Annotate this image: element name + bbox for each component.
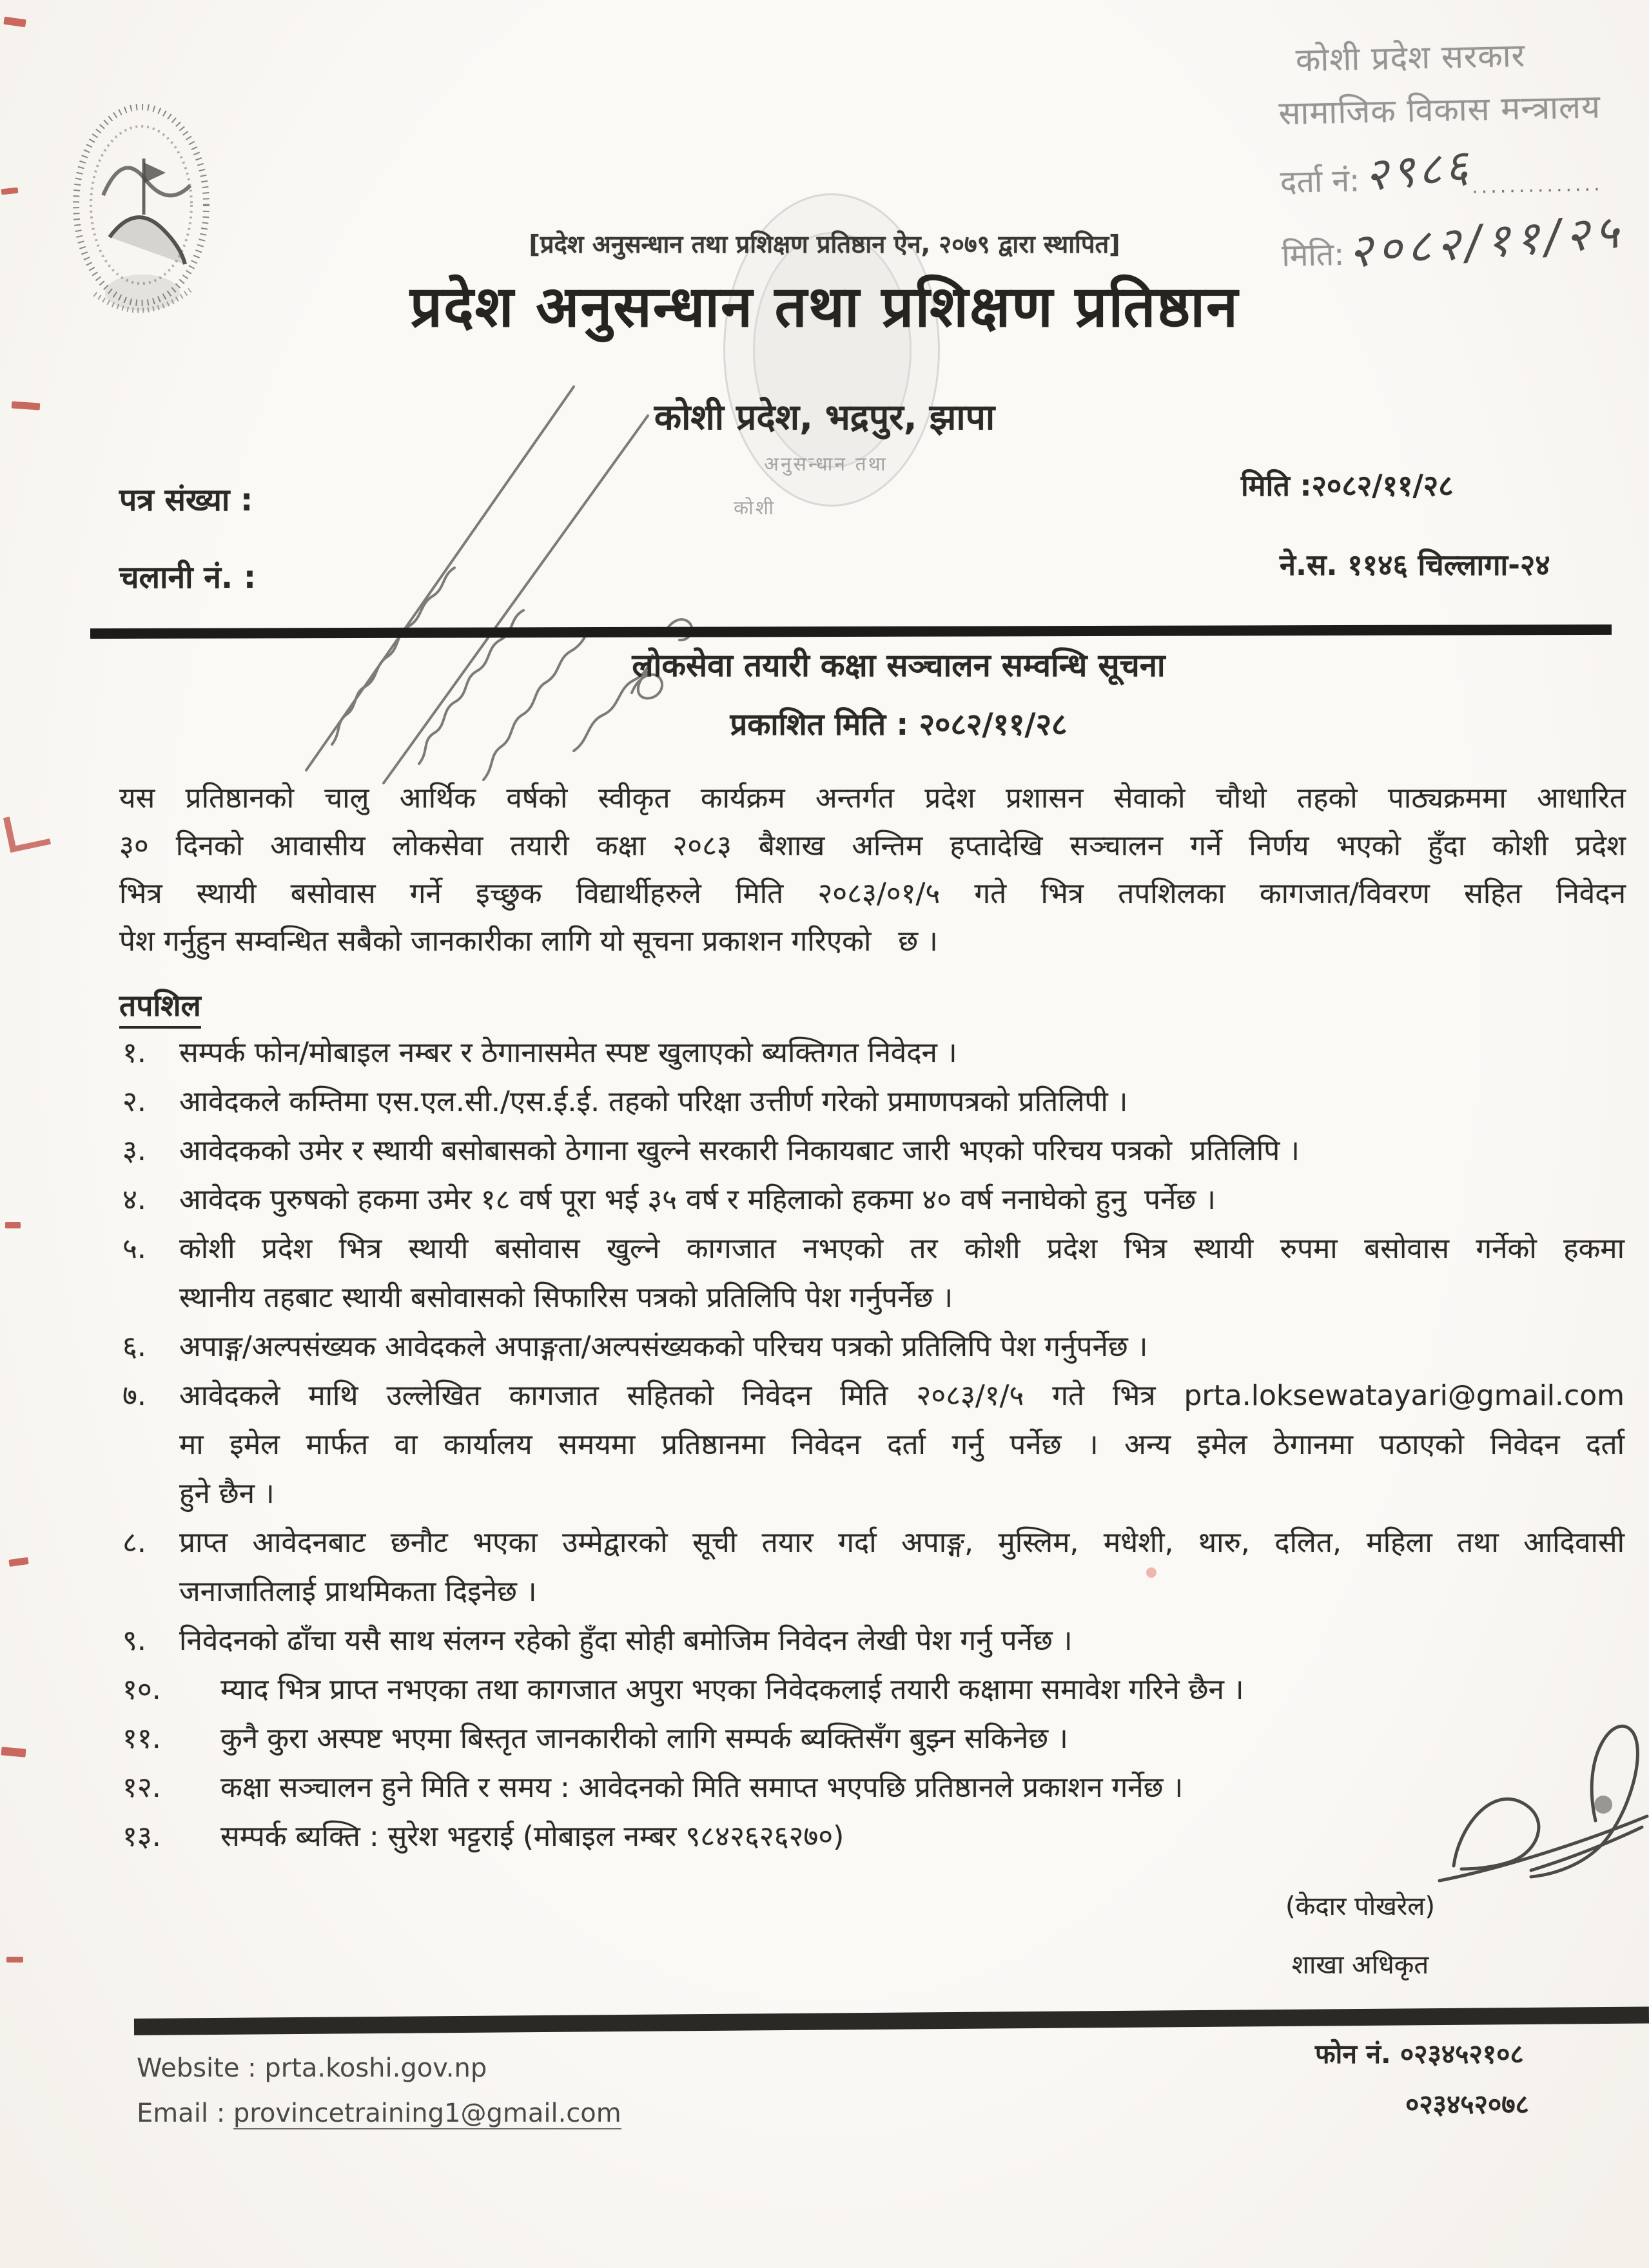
item-line: म्याद भित्र प्राप्त नभएका तथा कागजात अपुरा भएका निवेदकलाई तयारी कक्षामा समावेश गरिने छैन । xyxy=(220,1673,1244,1706)
stamp-fragment-text: कोशी xyxy=(734,497,776,519)
letter-number-label: पत्र संख्या : xyxy=(119,482,253,518)
list-item xyxy=(122,1763,1625,1812)
website-label: Website : xyxy=(137,2053,265,2083)
details-heading: तपशिल xyxy=(119,985,201,1029)
signatory-name: (केदार पोखरेल) xyxy=(1285,1892,1435,1921)
item-line: सम्पर्क फोन/मोबाइल नम्बर र ठेगानासमेत स्पष्ट खुलाएको ब्यक्तिगत निवेदन । xyxy=(179,1036,957,1069)
body-line: भित्र स्थायी बसोवास गर्ने इच्छुक विद्यार्थीहरुले मिति २०८३/०१/५ गते भित्र तपशिलका कागजात/विवरण सहित निवेदन xyxy=(119,877,1626,910)
item-number: ४. xyxy=(122,1183,146,1216)
item-line: अपाङ्ग/अल्पसंख्यक आवेदकले अपाङ्गता/अल्पसंख्यकको परिचय पत्रको प्रतिलिपि पेश गर्नुपर्नेछ । xyxy=(179,1330,1148,1363)
list-item xyxy=(122,1176,1625,1225)
signatory-title: शाखा अधिकृत xyxy=(1291,1950,1429,1980)
list-item xyxy=(122,1616,1625,1665)
body-line: यस प्रतिष्ठानको चालु आर्थिक वर्षको स्वीकृत कार्यक्रम अन्तर्गत प्रदेश प्रशासन सेवाको चौथो तहको पाठ्यक्रममा आधारित xyxy=(119,782,1626,815)
item-line: प्राप्त आवेदनबाट छनौट भएका उम्मेद्वारको सूची तयार गर्दा अपाङ्ग, मुस्लिम, मधेशी, थारु, दलित, महिला तथा आदिवासी xyxy=(179,1526,1625,1559)
item-line: आवेदक पुरुषको हकमा उमेर १८ वर्ष पूरा भई ३५ वर्ष र महिलाको हकमा ४० वर्ष ननाघेको हुनु पर्नेछ । xyxy=(179,1183,1216,1216)
stamp-reg-no-value: २९८६ xyxy=(1362,139,1474,202)
item-line: कक्षा सञ्चालन हुने मिति र समय : आवेदनको मिति समाप्त भएपछि प्रतिष्ठानले प्रकाशन गर्नेछ । xyxy=(220,1771,1184,1804)
notice-body-paragraph xyxy=(119,775,1626,965)
item-line: आवेदकको उमेर र स्थायी बसोबासको ठेगाना खुल्ने सरकारी निकायबाट जारी भएको परिचय पत्रको प्रतिलिपि । xyxy=(179,1134,1300,1167)
item-line: निवेदनको ढाँचा यसै साथ संलग्न रहेको हुँदा सोही बमोजिम निवेदन लेखी पेश गर्नु पर्नेछ । xyxy=(179,1624,1073,1657)
item-number: ६. xyxy=(122,1330,146,1363)
list-item xyxy=(122,1029,1625,1078)
item-line: हुने छैन । xyxy=(179,1477,275,1510)
notice-title-block xyxy=(148,643,1649,744)
phone-number-line1: फोन नं. ०२३४५२१०८ xyxy=(1315,2039,1524,2069)
signature-scribble xyxy=(1434,1708,1649,1888)
list-item xyxy=(122,1127,1625,1176)
list-item xyxy=(122,1665,1625,1714)
body-line: पेश गर्नुहुन सम्वन्धित सबैको जानकारीका लागि यो सूचना प्रकाशन गरिएको छ । xyxy=(119,925,938,958)
email-line xyxy=(137,2098,621,2128)
item-line: कोशी प्रदेश भित्र स्थायी बसोवास खुल्ने कागजात नभएको तर कोशी प्रदेश भित्र स्थायी रुपमा बसोवास गर्नेको हकमा xyxy=(179,1232,1625,1265)
scan-artifact xyxy=(5,1222,21,1228)
details-heading-wrap xyxy=(119,985,201,1029)
footer-divider-rule xyxy=(134,2007,1649,2035)
item-number: ७. xyxy=(122,1379,146,1412)
list-item xyxy=(122,1225,1625,1323)
item-number: ३. xyxy=(122,1134,146,1167)
item-line: जनाजातिलाई प्राथमिकता दिइनेछ । xyxy=(179,1575,537,1608)
dispatch-number-label: चलानी नं. : xyxy=(119,559,257,596)
list-item xyxy=(122,1371,1625,1518)
body-line: ३० दिनको आवासीय लोकसेवा तयारी कक्षा २०८३ बैशाख अन्तिम हप्तादेखि सञ्चालन गर्ने निर्णय भएको हुँदा कोशी प्रदेश xyxy=(119,829,1626,862)
list-item xyxy=(122,1518,1625,1616)
phone-number-line2: ०२३४५२०७८ xyxy=(1405,2089,1529,2120)
reference-number: ने.स. ११४६ चिल्लागा-२४ xyxy=(1280,548,1550,582)
website-line xyxy=(137,2053,487,2083)
item-number: ९. xyxy=(122,1624,146,1657)
signatory-block xyxy=(1231,1887,1489,1981)
website-url: prta.koshi.gov.np xyxy=(264,2053,487,2083)
stamp-fragment-text: अनुसन्धान तथा xyxy=(764,453,888,476)
scan-artifact xyxy=(1,188,19,195)
scan-artifact xyxy=(3,17,26,28)
item-number: ८. xyxy=(122,1526,146,1559)
item-line: आवेदकले कम्तिमा एस.एल.सी./एस.ई.ई. तहको परिक्षा उत्तीर्ण गरेको प्रमाणपत्रको प्रतिलिपी । xyxy=(179,1085,1128,1118)
list-item xyxy=(122,1323,1625,1371)
scan-artifact xyxy=(1,1747,26,1757)
email-address: provincetraining1@gmail.com xyxy=(233,2098,621,2128)
scan-artifact xyxy=(6,1957,23,1963)
notice-title: लोकसेवा तयारी कक्षा सञ्चालन सम्वन्धि सूचना xyxy=(632,647,1166,684)
notice-published-date: प्रकाशित मिति : २०८२/११/२८ xyxy=(730,707,1068,742)
item-line: कुनै कुरा अस्पष्ट भएमा बिस्तृत जानकारीको लागि सम्पर्क ब्यक्तिसँग बुझ्न सकिनेछ । xyxy=(220,1722,1068,1755)
list-item xyxy=(122,1078,1625,1127)
stamp-date-value: २०८२/११/२५ xyxy=(1346,204,1626,278)
item-line: स्थानीय तहबाट स्थायी बसोवासको सिफारिस पत्रको प्रतिलिपि पेश गर्नुपर्नेछ । xyxy=(179,1281,953,1314)
item-number: १. xyxy=(122,1036,146,1069)
scan-artifact xyxy=(3,809,51,853)
institute-title: प्रदेश अनुसन्धान तथा प्रशिक्षण प्रतिष्ठान xyxy=(410,273,1239,340)
list-item xyxy=(122,1714,1625,1763)
establishment-line: [प्रदेश अनुसन्धान तथा प्रशिक्षण प्रतिष्ठान ऐन, २०७९ द्वारा स्थापित] xyxy=(529,230,1120,258)
details-list xyxy=(122,1029,1625,1861)
institute-address: कोशी प्रदेश, भद्रपुर, झापा xyxy=(654,396,995,438)
item-number: ५. xyxy=(122,1232,146,1265)
item-number: १३. xyxy=(122,1820,161,1853)
item-line: मा इमेल मार्फत वा कार्यालय समयमा प्रतिष्ठानमा निवेदन दर्ता गर्नु पर्नेछ । अन्य इमेल ठेगानमा पठाएको निवेदन दर्ता xyxy=(179,1428,1625,1461)
item-number: १२. xyxy=(122,1771,161,1804)
item-number: १०. xyxy=(122,1673,161,1706)
scan-artifact xyxy=(8,1557,28,1567)
email-label: Email : xyxy=(137,2098,233,2128)
item-line: आवेदकले माथि उल्लेखित कागजात सहितको निवेदन मिति २०८३/१/५ गते भित्र prta.loksewatayari@gmail.com xyxy=(179,1379,1625,1412)
item-line: सम्पर्क ब्यक्ति : सुरेश भट्टराई (मोबाइल नम्बर ९८४२६२६२७०) xyxy=(220,1820,844,1853)
list-item xyxy=(122,1812,1625,1861)
stamp-ministry-line: सामाजिक विकास मन्त्रालय xyxy=(1278,88,1601,132)
stamp-date-label: मिति: xyxy=(1281,236,1345,274)
stamp-government-line: कोशी प्रदेश सरकार xyxy=(1295,36,1526,79)
item-number: २. xyxy=(122,1085,146,1118)
stamp-reg-dots: .............. xyxy=(1471,173,1603,199)
letter-date: मिति :२०८२/११/२८ xyxy=(1241,469,1454,503)
stamp-reg-no-label: दर्ता नं: xyxy=(1280,162,1360,200)
item-number: ११. xyxy=(122,1722,161,1755)
